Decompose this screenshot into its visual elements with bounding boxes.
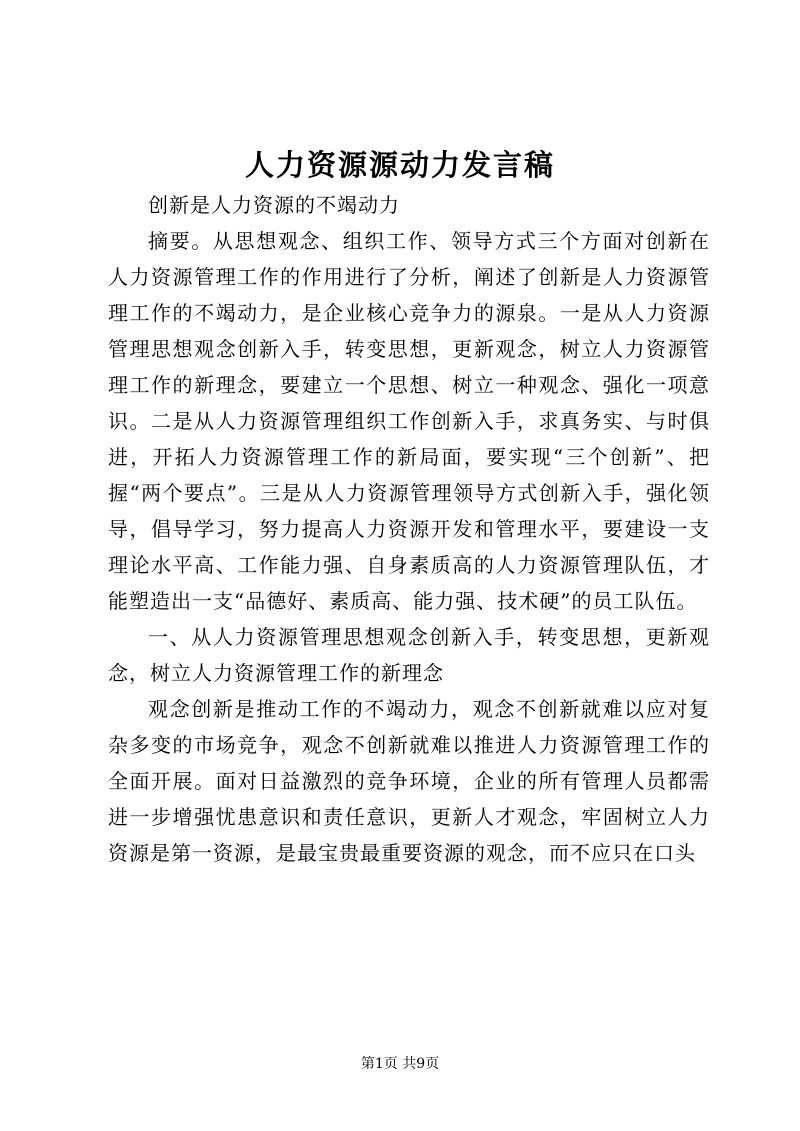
document-body (108, 187, 710, 871)
document-title: 人力资源源动力发言稿 (244, 148, 555, 182)
page-footer: 第1页 共9页 (360, 1056, 440, 1072)
section-heading-1: 一、从人力资源管理思想观念创新入手，转变思想，更新观念，树立人力资源管理工作的新理念 (108, 625, 710, 685)
subtitle-paragraph: 创新是人力资源的不竭动力 (148, 193, 400, 217)
abstract-paragraph: 摘要。从思想观念、组织工作、领导方式三个方面对创新在人力资源管理工作的作用进行了分析，阐述了创新是人力资源管理工作的不竭动力，是企业核心竞争力的源泉。一是从人力资源管理思想观念创新入手，转变思想，更新观念，树立人力资源管理工作的新理念，要建立一个思想、树立一种观念、强化一项意识。二是从人力资源管理组织工作创新入手，求真务实、与时俱进，开拓人力资源管理工作的新局面，要实现“三个创新”、把握“两个要点”。三是从人力资源管理领导方式创新入手，强化领导，倡导学习，努力提高人力资源开发和管理水平，要建设一支理论水平高、工作能力强、自身素质高的人力资源管理队伍，才能塑造出一支“品德好、素质高、能力强、技术硬”的员工队伍。 (108, 229, 710, 613)
body-paragraph: 观念创新是推动工作的不竭动力，观念不创新就难以应对复杂多变的市场竞争，观念不创新就难以推进人力资源管理工作的全面开展。面对日益激烈的竞争环境，企业的所有管理人员都需进一步增强忧患意识和责任意识，更新人才观念，牢固树立人力资源是第一资源，是最宝贵最重要资源的观念，而不应只在口头 (108, 697, 710, 865)
